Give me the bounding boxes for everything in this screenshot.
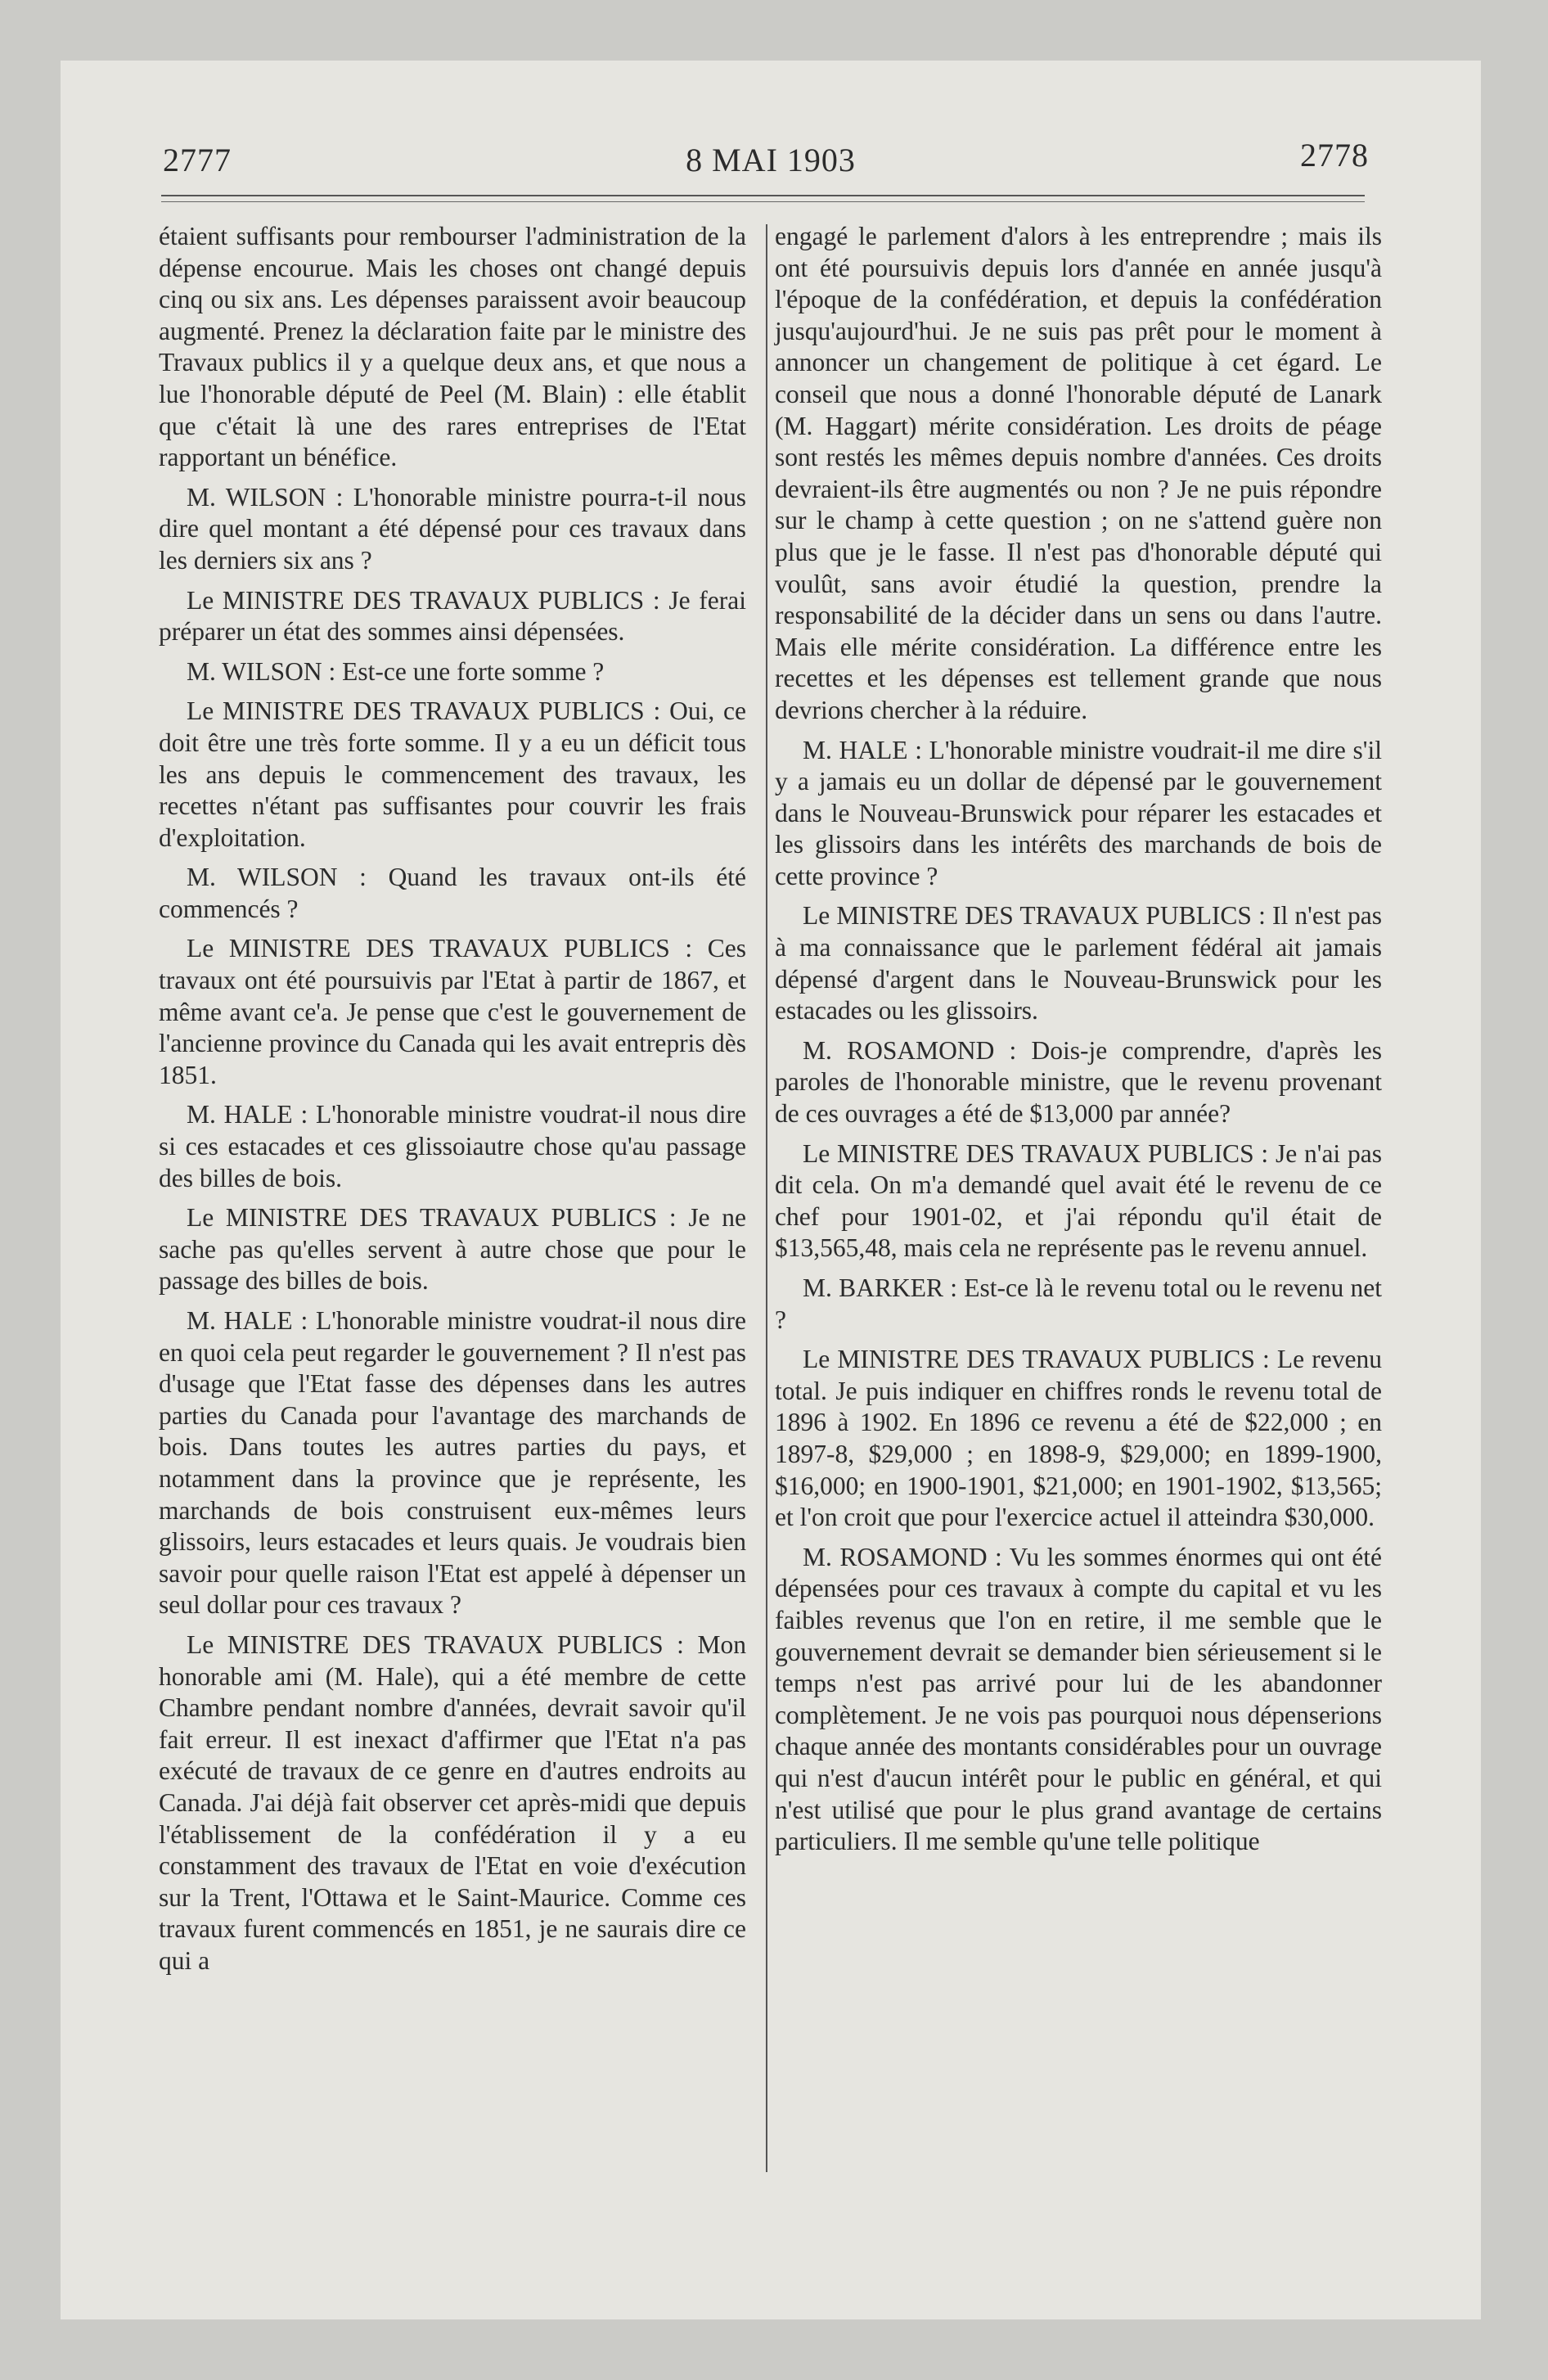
paragraph: M. WILSON : Est-ce une forte somme ? (187, 656, 605, 686)
paragraph: Le MINISTRE DES TRAVAUX PUBLICS : Oui, ce doit être une très forte somme. Il y a eu un déficit tous les ans depuis le commencement des travaux, les recettes n'étant pas suffisantes pour couvrir les frais d'exploitation. (159, 696, 746, 852)
paragraph: Le MINISTRE DES TRAVAUX PUBLICS : Il n'est pas à ma connaissance que le parlement fédéral ait jamais dépensé d'argent dans le Nouveau-Brunswick pour les estacades ou les glissoirs. (775, 901, 1382, 1025)
column-divider (766, 224, 767, 2172)
paragraph: M. HALE : L'honorable ministre voudrat-il nous dire en quoi cela peut regarder le gouvernement ? Il n'est pas d'usage que l'Etat fasse des dépenses dans les autres parties du Canada pour l'avantage des marchands de bois. Dans toutes les autres parties du pays, et notamment dans la province que je représente, les marchands de bois construisent eux-mêmes leurs glissoirs, leurs estacades et leurs quais. Je voudrais bien savoir pour quelle raison l'Etat est appelé à dépenser un seul dollar pour ces travaux ? (159, 1306, 746, 1620)
header-rule-top (161, 195, 1365, 196)
header-rule-bottom (161, 201, 1365, 202)
left-column (159, 221, 746, 1985)
paragraph: M. BARKER : Est-ce là le revenu total ou le revenu net ? (775, 1273, 1382, 1334)
paragraph: M. ROSAMOND : Dois-je comprendre, d'après les paroles de l'honorable ministre, que le revenu provenant de ces ouvrages a été de $13,000 par année? (775, 1035, 1382, 1129)
paragraph: Le MINISTRE DES TRAVAUX PUBLICS : Ces travaux ont été poursuivis par l'Etat à partir de 1867, et même avant ce'a. Je pense que c'est le gouvernement de l'ancienne province du Canada qui les avait entrepris dès 1851. (159, 934, 746, 1089)
paragraph: M. WILSON : L'honorable ministre pourra-t-il nous dire quel montant a été dépensé pour ces travaux dans les derniers six ans ? (159, 482, 746, 575)
paragraph: Le MINISTRE DES TRAVAUX PUBLICS : Mon honorable ami (M. Hale), qui a été membre de cette Chambre pendant nombre d'années, devrait savoir qu'il fait erreur. Il est inexact d'affirmer que l'Etat n'a pas exécuté de travaux de ce genre en d'autres endroits au Canada. J'ai déjà fait observer cet après-midi que depuis l'établissement de la confédération il y a eu constamment des travaux de l'Etat en voie d'exécution sur la Trent, l'Ottawa et le Saint-Maurice. Comme ces travaux furent commencés en 1851, je ne saurais dire ce qui a (159, 1629, 746, 1975)
paragraph: Le MINISTRE DES TRAVAUX PUBLICS : Le revenu total. Je puis indiquer en chiffres ronds le revenu total de 1896 à 1902. En 1896 ce revenu a été de $22,000 ; en 1897-8, $29,000 ; en 1898-9, $29,000; en 1899-1900, $16,000; en 1900-1901, $21,000; en 1901-1902, $13,565; et l'on croit que pour l'exercice actuel il atteindra $30,000. (775, 1345, 1382, 1532)
right-column (775, 221, 1382, 1866)
paragraph: engagé le parlement d'alors à les entreprendre ; mais ils ont été poursuivis depuis lors d'année en année jusqu'à l'époque de la confédération, et depuis la confédération jusqu'aujourd'hui. Je ne suis pas prêt pour le moment à annoncer un changement de politique à cet égard. Le conseil que nous a donné l'honorable député de Lanark (M. Haggart) mérite considération. Les droits de péage sont restés les mêmes depuis nombre d'années. Ces droits devraient-ils être augmentés ou non ? Je ne puis répondre sur le champ à cette question ; on ne s'attend guère non plus que je le fasse. Il n'est pas d'honorable député qui voulût, sans avoir étudié la question, prendre la responsabilité de la décider dans un sens ou dans l'autre. Mais elle mérite considération. La différence entre les recettes et les dépenses est tellement grande que nous devrions chercher à la réduire. (775, 222, 1382, 724)
scanned-page (61, 61, 1481, 2319)
page-number-left: 2777 (163, 142, 232, 178)
paragraph: étaient suffisants pour rembourser l'administration de la dépense encourue. Mais les choses ont changé depuis cinq ou six ans. Les dépenses paraissent avoir beaucoup augmenté. Prenez la déclaration faite par le ministre des Travaux publics il y a quelque deux ans, et que nous a lue l'honorable député de Peel (M. Blain) : elle établit que c'était là une des rares entreprises de l'Etat rapportant un bénéfice. (159, 222, 746, 472)
paragraph: M. ROSAMOND : Vu les sommes énormes qui ont été dépensées pour ces travaux à compte du capital et vu les faibles revenus que l'on en retire, il me semble que le gouvernement devrait se demander bien sérieusement si le temps n'est pas arrivé pour lui de les abandonner complètement. Je ne vois pas pourquoi nous dépenserions chaque année des montants considérables pour un ouvrage qui n'est d'aucun intérêt pour le public en général, et qui n'est utilisé que pour le plus grand avantage de certains particuliers. Il me semble qu'une telle politique (775, 1542, 1382, 1856)
paragraph: Le MINISTRE DES TRAVAUX PUBLICS : Je ne sache pas qu'elles servent à autre chose que pour le passage des billes de bois. (159, 1203, 746, 1296)
paragraph: Le MINISTRE DES TRAVAUX PUBLICS : Je ferai préparer un état des sommes ainsi dépensées. (159, 585, 746, 647)
paragraph: Le MINISTRE DES TRAVAUX PUBLICS : Je n'ai pas dit cela. On m'a demandé quel avait été le revenu de ce chef pour 1901-02, et j'ai répondu qu'il était de $13,565,48, mais cela ne représente pas le revenu annuel. (775, 1138, 1382, 1263)
page-number-right: 2778 (1300, 137, 1369, 174)
paragraph: M. HALE : L'honorable ministre voudrait-il me dire s'il y a jamais eu un dollar de dépensé par le gouvernement dans le Nouveau-Brunswick pour réparer les estacades et les glissoirs dans les intérêts des marchands de bois de cette province ? (775, 735, 1382, 890)
page-date: 8 MAI 1903 (686, 142, 856, 178)
paragraph: M. WILSON : Quand les travaux ont-ils été commencés ? (159, 863, 746, 923)
paragraph: M. HALE : L'honorable ministre voudrat-il nous dire si ces estacades et ces glissoiautre chose qu'au passage des billes de bois. (159, 1100, 746, 1192)
